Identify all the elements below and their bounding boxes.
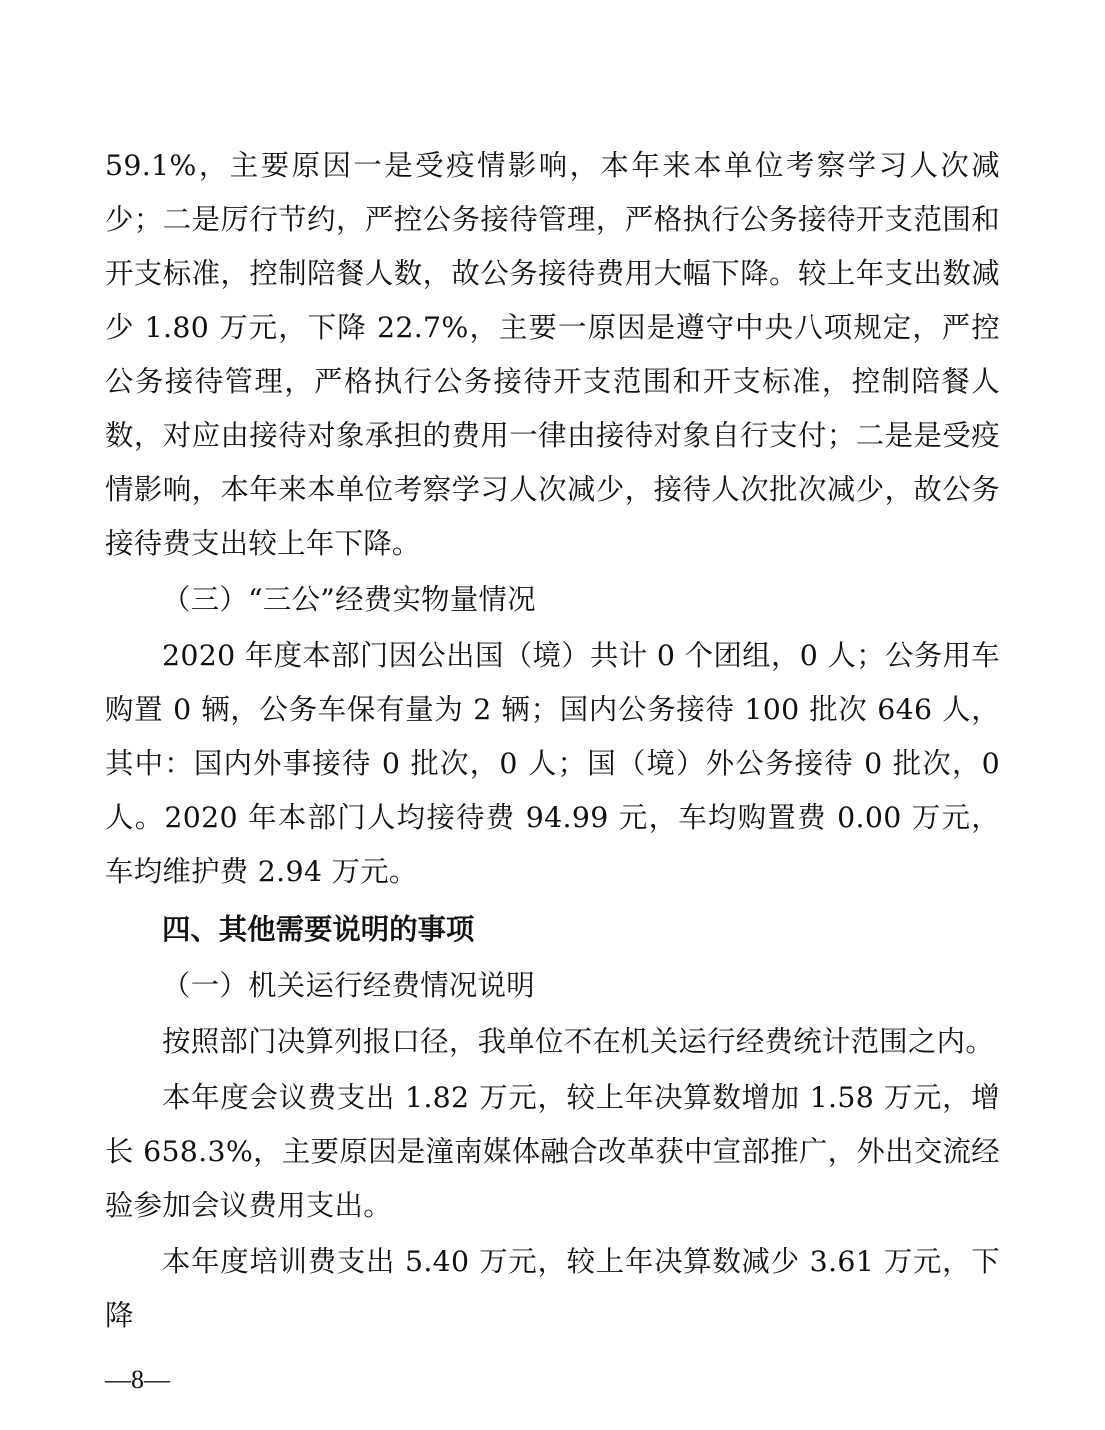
subheading-operating-funds: （一）机关运行经费情况说明	[162, 969, 535, 1002]
section-heading-other-matters: 四、其他需要说明的事项	[162, 913, 475, 946]
paragraph-physical-quantities: 2020 年度本部门因公出国（境）共计 0 个团组，0 人；公务用车购置 0 辆，公务车保有量为 2 辆；国内公务接待 100 批次 646 人，其中：国内外事接待 0 批次，0 人；国（境）外公务接待 0 批次，0 人。2020 年本部门人均接待费 94.99 元，车均购置费 0.00 万元，车均维护费 2.94 万元。	[105, 639, 1000, 888]
paragraph-hospitality-explanation: 59.1%，主要原因一是受疫情影响，本年来本单位考察学习人次减少；二是厉行节约，严控公务接待管理，严格执行公务接待开支范围和开支标准，控制陪餐人数，故公务接待费用大幅下降。较上年支出数减少 1.80 万元，下降 22.7%，主要一原因是遵守中央八项规定，严控公务接待管理，严格执行公务接待开支范围和开支标准，控制陪餐人数，对应由接待对象承担的费用一律由接待对象自行支付；二是是受疫情影响，本年来本单位考察学习人次减少，接待人次批次减少，故公务接待费支出较上年下降。	[105, 149, 1000, 560]
page-number: —8—	[105, 1365, 170, 1394]
document-body	[105, 139, 1000, 1343]
paragraph-operating-funds-scope: 按照部门决算列报口径，我单位不在机关运行经费统计范围之内。	[162, 1025, 995, 1058]
paragraph-meeting-expenses: 本年度会议费支出 1.82 万元，较上年决算数增加 1.58 万元，增长 658.3%，主要原因是潼南媒体融合改革获中宣部推广，外出交流经验参加会议费用支出。	[105, 1081, 1000, 1222]
paragraph-training-expenses: 本年度培训费支出 5.40 万元，较上年决算数减少 3.61 万元，下降	[105, 1245, 1000, 1332]
subheading-three-public-physical-quantities: （三）“三公”经费实物量情况	[162, 583, 536, 616]
